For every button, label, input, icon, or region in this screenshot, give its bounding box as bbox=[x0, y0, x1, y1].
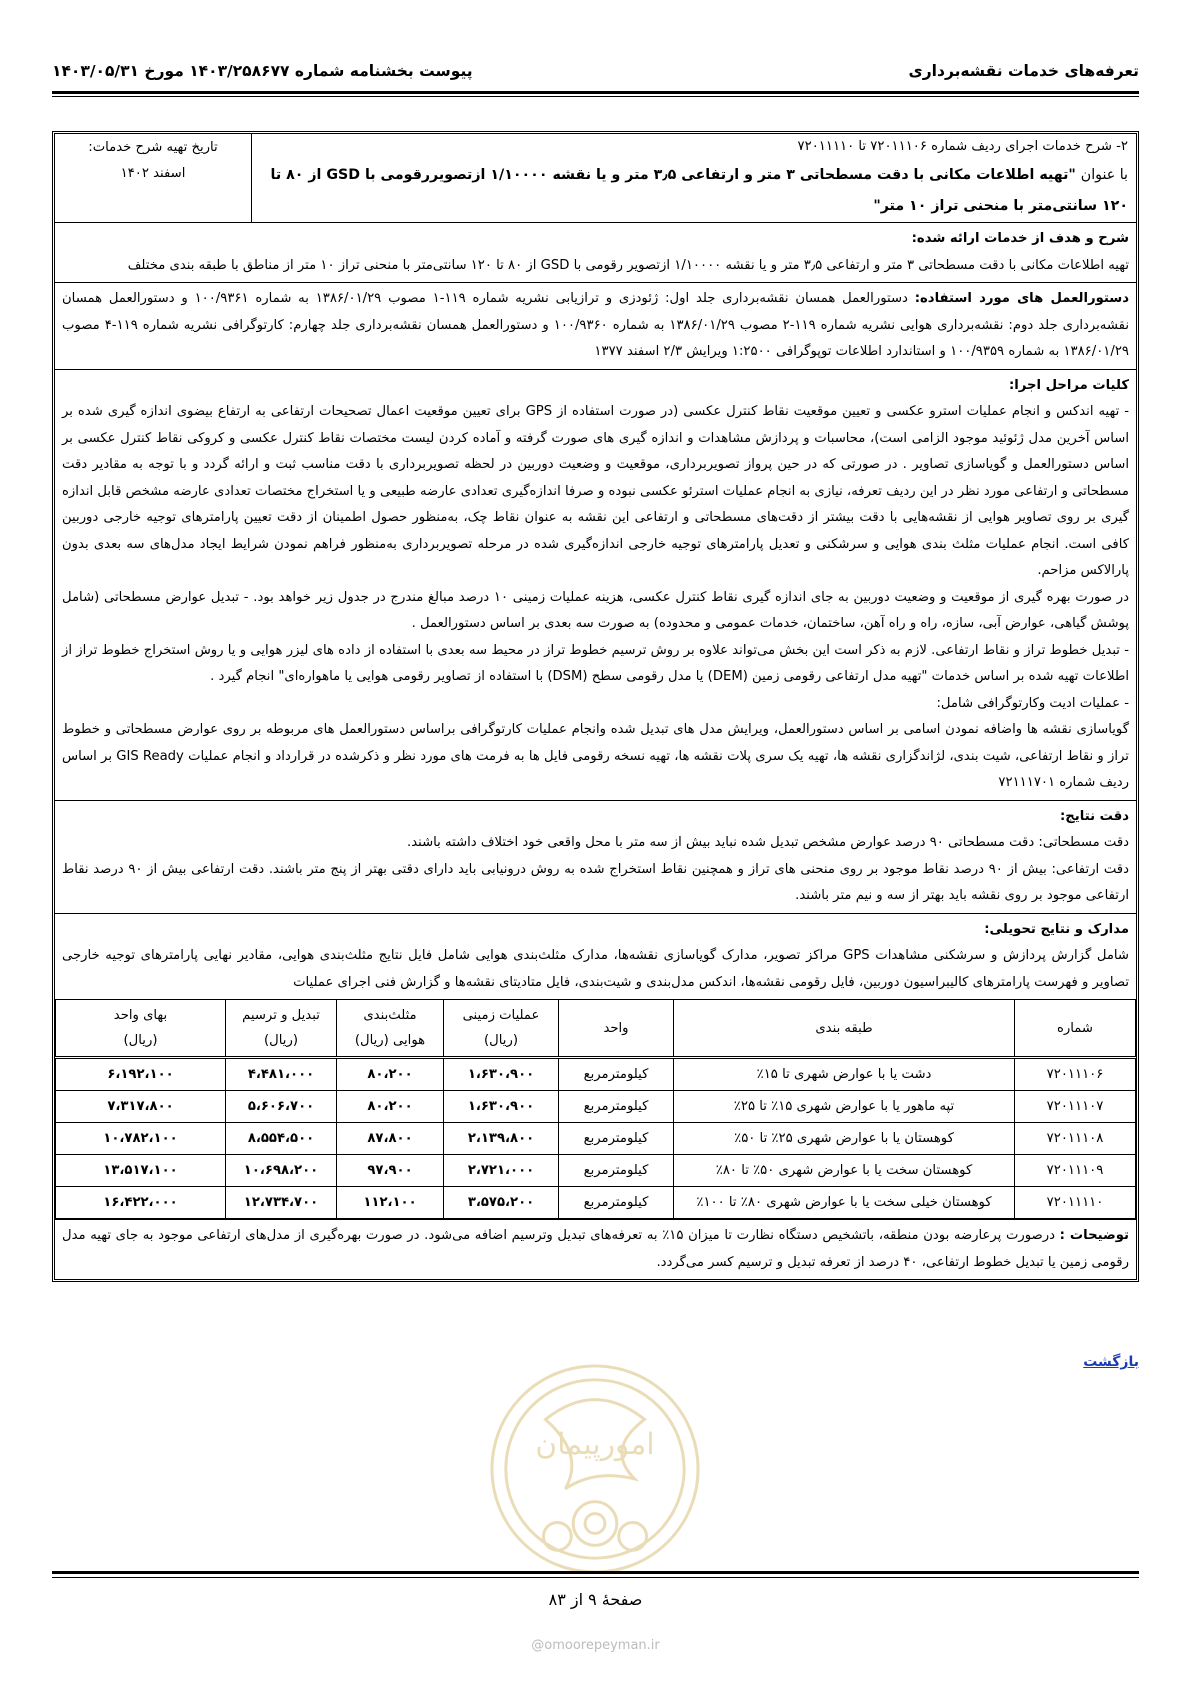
standards-heading: دستورالعمل های مورد استفاده: bbox=[914, 291, 1129, 306]
row-unit: کیلومترمربع bbox=[559, 1187, 674, 1219]
steps-paragraph-5: گویاسازی نقشه ها واضافه نمودن اسامی بر اساس دستورالعمل، ویرایش مدل های تبدیل شده وانجام عملیات کارتوگرافی براساس دستورالعمل های مربوطه بر روی عوارض مسطحاتی و خطوط تراز و نقاط ارتفاعی، شیت بندی، لژاندگزاری نقشه ها، تهیه یک سری پلات نقشه ها، تهیه نسخه رقومی فایل ها به فرمت های مورد نظر و ذکرشده در قرارداد و انجام عملیات GIS Ready بر اساس ردیف شماره ۷۲۱۱۱۷۰۱ bbox=[62, 722, 1129, 790]
table-row bbox=[56, 1058, 1136, 1091]
row-unit: کیلومترمربع bbox=[559, 1058, 674, 1091]
steps-heading: کلیات مراحل اجرا: bbox=[1008, 377, 1129, 393]
row-unit-price: ۱۶،۴۲۲،۰۰۰ bbox=[56, 1187, 226, 1219]
goal-heading: شرح و هدف از خدمات ارائه شده: bbox=[911, 231, 1129, 246]
header-rule-thin bbox=[52, 96, 1139, 97]
col-conversion: تبدیل و ترسیم (ریال) bbox=[226, 1000, 337, 1058]
watermark-text: امورپیمان bbox=[535, 1427, 655, 1463]
row-ground: ۲،۷۲۱،۰۰۰ bbox=[444, 1155, 559, 1187]
col-code: شماره bbox=[1015, 1000, 1136, 1058]
row-conversion: ۴،۴۸۱،۰۰۰ bbox=[226, 1058, 337, 1091]
steps-paragraph-3: - تبدیل خطوط تراز و نقاط ارتفاعی. لازم به ذکر است این بخش می‌تواند علاوه بر روش ترسیم خطوط تراز در محیط سه بعدی با استفاده از داده های لیزر هوایی و یا روش استخراج خطوط تراز از اطلاعات تهیه شده بر اساس خدمات "تهیه مدل ارتفاعی رقومی زمین (DEM) یا مدل رقومی سطح (DSM) با استفاده از تصاویر رقومی هوایی یا ماهواره‌ای" انجام گیرد . bbox=[62, 642, 1129, 684]
row-ground: ۳،۵۷۵،۲۰۰ bbox=[444, 1187, 559, 1219]
row-class: کوهستان یا با عوارض شهری ۲۵٪ تا ۵۰٪ bbox=[674, 1123, 1015, 1155]
omoorepeyman-seal-logo bbox=[486, 1360, 704, 1578]
steps-paragraph-4: - عملیات ادیت وکارتوگرافی شامل: bbox=[936, 695, 1129, 711]
standards-section bbox=[55, 283, 1136, 370]
header-title: تعرفه‌های خدمات نقشه‌برداری bbox=[908, 62, 1139, 80]
row-unit-price: ۱۳،۵۱۷،۱۰۰ bbox=[56, 1155, 226, 1187]
service-title-cell bbox=[252, 134, 1136, 222]
row-class: کوهستان سخت یا با عوارض شهری ۵۰٪ تا ۸۰٪ bbox=[674, 1155, 1015, 1187]
standards-text: دستورالعمل همسان نقشه‌برداری جلد اول: ژئودزی و ترازیابی نشریه شماره ۱۱۹-۱ مصوب ۱۳۸۶/۰۱/۲۹ به شماره ۱۰۰/۹۳۶۱ و دستورالعمل همسان نقشه‌برداری جلد دوم: نقشه‌برداری هوایی نشریه شماره ۱۱۹-۲ مصوب ۱۳۸۶/۰۱/۲۹ به شماره ۱۰۰/۹۳۶۰ و دستورالعمل همسان نقشه‌برداری جلد چهارم: کارتوگرافی نشریه شماره ۱۱۹-۴ مصوب ۱۳۸۶/۰۱/۲۹ به شماره ۱۰۰/۹۳۵۹ و استاندارد اطلاعات توپوگرافی ۱:۲۵۰۰ ویرایش ۲/۳ اسفند ۱۳۷۷ bbox=[62, 291, 1129, 359]
row-conversion: ۵،۶۰۶،۷۰۰ bbox=[226, 1091, 337, 1123]
tariff-table bbox=[55, 999, 1136, 1219]
accuracy-heading: دقت نتایج: bbox=[1060, 808, 1129, 824]
service-rows-line: ۲- شرح خدمات اجرای ردیف شماره ۷۲۰۱۱۱۰۶ تا ۷۲۰۱۱۱۱۰ bbox=[797, 139, 1128, 154]
deliverables-section bbox=[55, 914, 1136, 1000]
col-unit: واحد bbox=[559, 1000, 674, 1058]
tariff-header-row bbox=[56, 1000, 1136, 1058]
prep-date-cell bbox=[55, 134, 252, 222]
notes-heading: توضیحات : bbox=[1059, 1228, 1129, 1243]
steps-section bbox=[55, 370, 1136, 801]
row-ground: ۱،۶۳۰،۹۰۰ bbox=[444, 1091, 559, 1123]
col-unit-price: بهای واحد (ریال) bbox=[56, 1000, 226, 1058]
table-row bbox=[56, 1091, 1136, 1123]
notes-text: درصورت پرعارضه بودن منطقه، باتشخیص دستگاه نظارت تا میزان ۱۵٪ به تعرفه‌های تبدیل وترسیم اضافه می‌شود. در صورت بهره‌گیری از مدل‌های ارتفاعی موجود به جای تهیه مدل رقومی زمین یا تبدیل خطوط ارتفاعی، ۴۰ درصد از تعرفه تبدیل و ترسیم کسر می‌گردد. bbox=[62, 1228, 1129, 1270]
row-aero: ۸۰،۲۰۰ bbox=[337, 1091, 444, 1123]
row-code: ۷۲۰۱۱۱۰۶ bbox=[1015, 1058, 1136, 1091]
footer-rule-thin bbox=[52, 1577, 1139, 1578]
row-unit: کیلومترمربع bbox=[559, 1091, 674, 1123]
row-unit-price: ۱۰،۷۸۲،۱۰۰ bbox=[56, 1123, 226, 1155]
page-header bbox=[52, 58, 1139, 90]
accuracy-altimetric: دقت ارتفاعی: بیش از ۹۰ درصد نقاط موجود بر روی منحنی های تراز و همچنین نقاط استخراج شده به روش درونیابی باید دارای دقتی بهتر از پنج متر باشند. دقت ارتفاعی بیش از ۹۰ درصد نقاط ارتفاعی موجود بر روی نقشه باید بهتر از سه و نیم متر باشند. bbox=[62, 861, 1129, 903]
steps-paragraph-1: - تهیه اندکس و انجام عملیات استرو عکسی و تعیین موقعیت نقاط کنترل عکسی (در صورت استفاده از GPS برای تعیین موقعیت اعمال تصحیحات ارتفاعی به ارتفاع بیضوی اندازه گیری شده بر اساس آخرین مدل ژئوئید موجود الزامی است)، محاسبات و پردازش مشاهدات و اندازه گیری های صورت گرفته و آماده کردن لیست مختصات نقاط کنترل عکسی و کروکی نقاط کنترل عکسی بر اساس دستورالعمل و گویاسازی تصاویر . در صورتی که در حین پرواز تصویربرداری، موقعیت و وضعیت دوربین در لحظه تصویربرداری با دقت مناسب ثبت و ارائه گردد و با توجه به مقادیر دقت مسطحاتی و ارتفاعی مورد نظر در این ردیف تعرفه، نیازی به انجام عملیات استرئو عکسی نبوده و صرفا اندازه‌گیری تعدادی عارضه طبیعی و یا استخراج مختصات تعدادی عارضه مشخص قابل اندازه گیری بر روی تصاویر هوایی از نقشه‌هایی با دقت بیشتر از دقت‌های مسطحاتی و ارتفاعی این نقشه به عنوان نقاط چک، به‌منظور حصول اطمینان از دقت تعیین پارامترهای توجیه خارجی دوربین کافی است. انجام عملیات مثلث بندی هوایی و سرشکنی و تعدیل پارامترهای توجیه خارجی اندازه‌گیری شده در مرحله تصویربرداری به‌منظور فراهم نمودن شرایط ایجاد مدل‌های سه بعدی بدون پارالاکس مزاحم. bbox=[62, 404, 1129, 578]
row-code: ۷۲۰۱۱۱۰۹ bbox=[1015, 1155, 1136, 1187]
goal-text: تهیه اطلاعات مکانی با دقت مسطحاتی ۳ متر و ارتفاعی ۳٫۵ متر و یا نقشه ۱/۱۰۰۰۰ ازتصویر رقومی با GSD از ۸۰ تا ۱۲۰ سانتی‌متر با منحنی تراز ۱۰ متر از مناطق با طبقه بندی مختلف bbox=[127, 257, 1129, 273]
service-title-row bbox=[55, 134, 1136, 223]
service-description-frame bbox=[52, 131, 1139, 1282]
notes-section bbox=[55, 1219, 1136, 1279]
row-unit: کیلومترمربع bbox=[559, 1155, 674, 1187]
accuracy-section bbox=[55, 801, 1136, 914]
row-ground: ۱،۶۳۰،۹۰۰ bbox=[444, 1058, 559, 1091]
page-number: صفحهٔ ۹ از ۸۳ bbox=[548, 1590, 643, 1609]
header-circular-ref: پیوست بخشنامه شماره ۱۴۰۳/۲۵۸۶۷۷ مورخ ۱۴۰۳/۰۵/۳۱ bbox=[52, 62, 473, 80]
service-title-text: "تهیه اطلاعات مکانی با دقت مسطحاتی ۳ متر و ارتفاعی ۳٫۵ متر و یا نقشه ۱/۱۰۰۰۰ ازتصویررقومی با GSD از ۸۰ تا ۱۲۰ سانتی‌متر با منحنی تراز ۱۰ متر" bbox=[270, 167, 1128, 214]
footer-rule bbox=[52, 1571, 1139, 1574]
row-conversion: ۸،۵۵۴،۵۰۰ bbox=[226, 1123, 337, 1155]
col-ground: عملیات زمینی (ریال) bbox=[444, 1000, 559, 1058]
header-rule bbox=[52, 91, 1139, 94]
row-aero: ۹۷،۹۰۰ bbox=[337, 1155, 444, 1187]
row-code: ۷۲۰۱۱۱۰۷ bbox=[1015, 1091, 1136, 1123]
site-watermark: @omoorepeyman.ir bbox=[531, 1638, 660, 1653]
prep-date-label: تاریخ تهیه شرح خدمات: bbox=[88, 140, 218, 155]
row-code: ۷۲۰۱۱۱۱۰ bbox=[1015, 1187, 1136, 1219]
row-aero: ۸۷،۸۰۰ bbox=[337, 1123, 444, 1155]
accuracy-planimetric: دقت مسطحاتی: دقت مسطحاتی ۹۰ درصد عوارض مشخص تبدیل شده نباید بیش از سه متر با محل واقعی خود اختلاف داشته باشند. bbox=[407, 835, 1129, 850]
row-aero: ۸۰،۲۰۰ bbox=[337, 1058, 444, 1091]
row-class: تپه ماهور یا با عوارض شهری ۱۵٪ تا ۲۵٪ bbox=[674, 1091, 1015, 1123]
col-aero: مثلث‌بندی هوایی (ریال) bbox=[337, 1000, 444, 1058]
row-conversion: ۱۲،۷۳۴،۷۰۰ bbox=[226, 1187, 337, 1219]
row-class: دشت یا با عوارض شهری تا ۱۵٪ bbox=[674, 1058, 1015, 1091]
row-class: کوهستان خیلی سخت یا با عوارض شهری ۸۰٪ تا ۱۰۰٪ bbox=[674, 1187, 1015, 1219]
row-aero: ۱۱۲،۱۰۰ bbox=[337, 1187, 444, 1219]
back-link[interactable]: بازگشت bbox=[1083, 1354, 1139, 1370]
service-title bbox=[260, 160, 1128, 222]
row-unit: کیلومترمربع bbox=[559, 1123, 674, 1155]
steps-paragraph-2: در صورت بهره گیری از موقعیت و وضعیت دوربین به جای اندازه گیری نقاط کنترل عکسی، هزینه عملیات زمینی ۱۰ درصد مبالغ مندرج در جدول زیر خواهد بود. - تبدیل عوارض مسطحاتی (شامل پوشش گیاهی، عوارض آبی، سازه، راه و راه آهن، ساختمان، خدمات عمومی و محدوده) به صورت سه بعدی بر اساس دستورالعمل . bbox=[62, 589, 1129, 631]
row-code: ۷۲۰۱۱۱۰۸ bbox=[1015, 1123, 1136, 1155]
table-row bbox=[56, 1155, 1136, 1187]
col-class: طبقه بندی bbox=[674, 1000, 1015, 1058]
table-row bbox=[56, 1123, 1136, 1155]
row-unit-price: ۷،۳۱۷،۸۰۰ bbox=[56, 1091, 226, 1123]
prep-date-value: اسفند ۱۴۰۲ bbox=[120, 166, 186, 181]
deliverables-text: شامل گزارش پردازش و سرشکنی مشاهدات GPS مراکز تصویر، مدارک گویاسازی نقشه‌ها، مدارک مثلث‌بندی هوایی شامل فایل نتایج مثلث‌بندی هوایی، مقادیر نهایی پارامترهای توجیه خارجی تصاویر و فهرست پارامترهای کالیبراسیون دوربین، فایل رقومی نقشه‌ها، اندکس مدل‌بندی و شیت‌بندی، فایل متادیتای نقشه‌ها و گزارش فنی اجرای عملیات bbox=[62, 948, 1129, 990]
row-unit-price: ۶،۱۹۲،۱۰۰ bbox=[56, 1058, 226, 1091]
row-conversion: ۱۰،۶۹۸،۲۰۰ bbox=[226, 1155, 337, 1187]
service-title-prefix: با عنوان bbox=[1080, 167, 1128, 183]
table-row bbox=[56, 1187, 1136, 1219]
goal-section bbox=[55, 223, 1136, 283]
row-ground: ۲،۱۳۹،۸۰۰ bbox=[444, 1123, 559, 1155]
deliverables-heading: مدارک و نتایج تحویلی: bbox=[984, 921, 1129, 937]
